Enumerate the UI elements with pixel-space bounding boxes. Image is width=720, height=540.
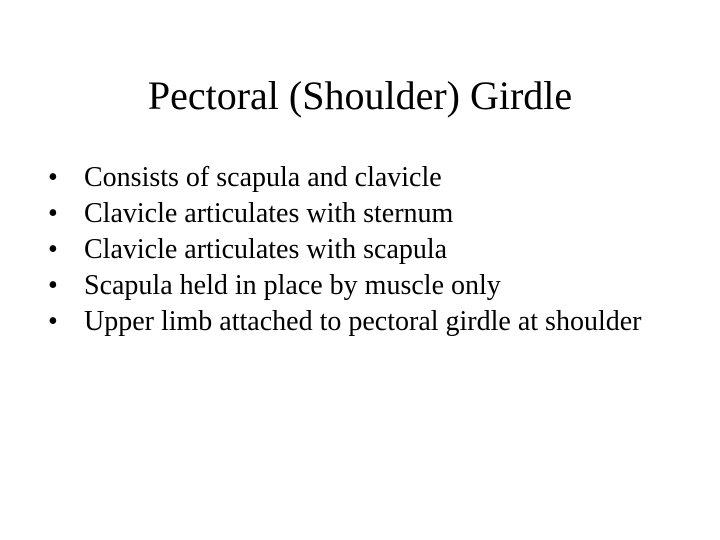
bullet-text: Clavicle articulates with sternum [84,198,454,229]
bullet-icon: • [48,306,58,337]
bullet-item [48,160,688,195]
bullet-icon: • [48,198,58,229]
bullet-text: Clavicle articulates with scapula [84,234,448,265]
bullet-icon: • [48,162,58,193]
bullet-text: Scapula held in place by muscle only [84,270,501,301]
bullet-icon: • [48,234,58,265]
bullet-item [48,304,688,339]
bullet-text: Upper limb attached to pectoral girdle at shoulder [84,306,642,337]
bullet-list [48,160,688,340]
bullet-item [48,268,688,303]
bullet-item [48,232,688,267]
slide-title: Pectoral (Shoulder) Girdle [147,73,573,118]
bullet-text: Consists of scapula and clavicle [84,162,442,193]
bullet-item [48,196,688,231]
bullet-icon: • [48,270,58,301]
